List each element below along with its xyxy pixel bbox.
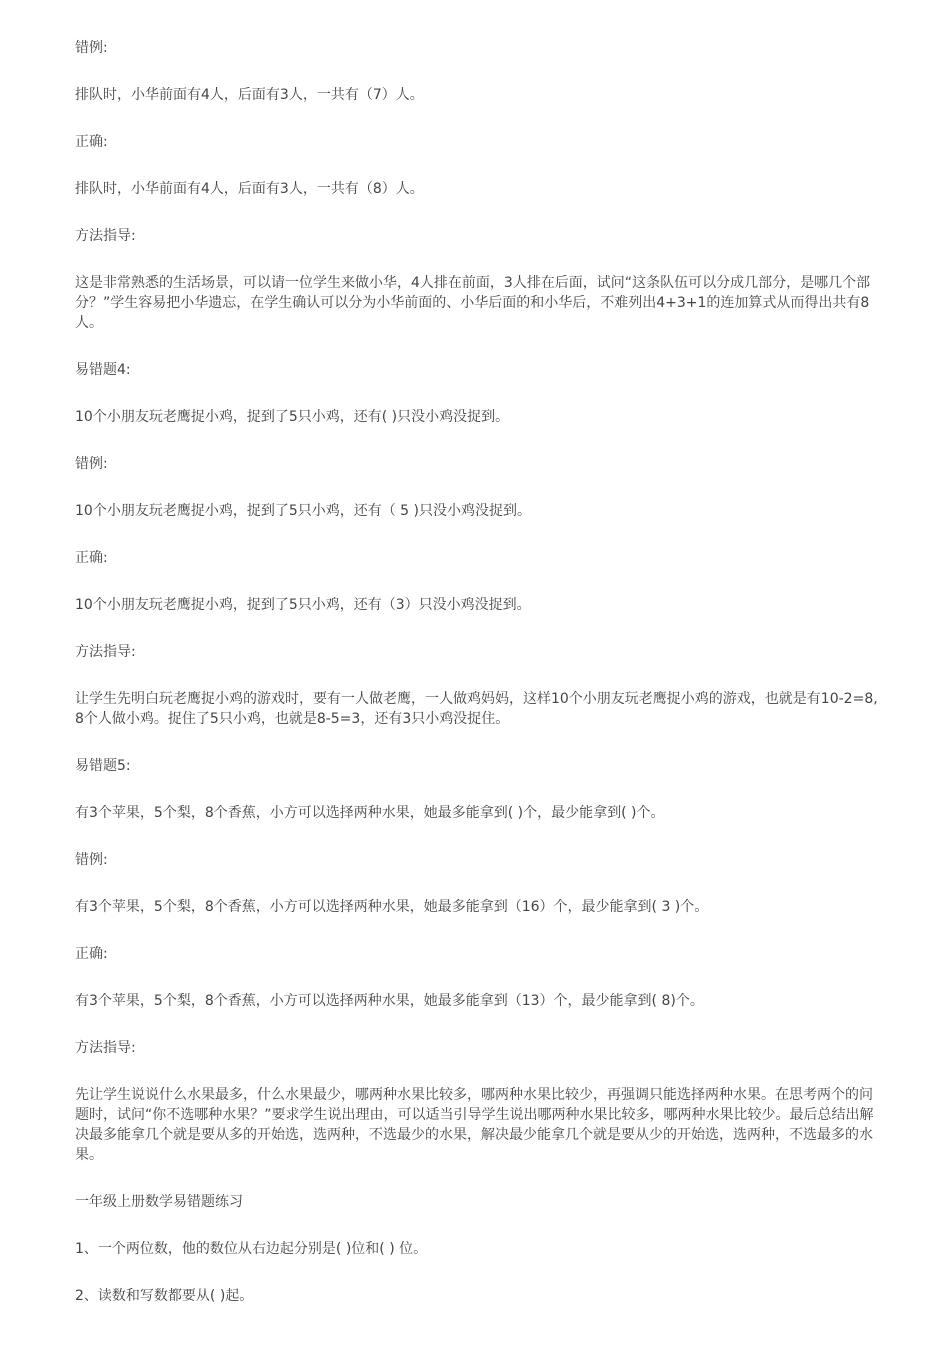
correct-example-queue: 排队时，小华前面有4人，后面有3人，一共有（8）人。: [75, 181, 424, 197]
wrong-example-queue: 排队时，小华前面有4人，后面有3人，一共有（7）人。: [75, 87, 424, 103]
label-method-guide: 方法指导:: [75, 644, 136, 660]
question-5: 有3个苹果，5个梨，8个香蕉，小方可以选择两种水果，她最多能拿到( )个，最少能拿到( )个。: [75, 805, 665, 821]
correct-example-4: 10个小朋友玩老鹰捉小鸡，捉到了5只小鸡，还有（3）只没小鸡没捉到。: [75, 597, 531, 613]
exercise-1: 1、一个两位数，他的数位从右边起分别是( )位和( ) 位。: [75, 1241, 428, 1257]
heading-error-question-5: 易错题5:: [75, 758, 131, 774]
wrong-example-5: 有3个苹果，5个梨，8个香蕉，小方可以选择两种水果，她最多能拿到（16）个，最少能拿到( 3 )个。: [75, 899, 709, 915]
correct-example-5: 有3个苹果，5个梨，8个香蕉，小方可以选择两种水果，她最多能拿到（13）个，最少能拿到( 8)个。: [75, 993, 704, 1009]
heading-error-question-4: 易错题4:: [75, 362, 131, 378]
wrong-example-4: 10个小朋友玩老鹰捉小鸡，捉到了5只小鸡，还有（ 5 )只没小鸡没捉到。: [75, 503, 531, 519]
method-guide-queue: 这是非常熟悉的生活场景，可以请一位学生来做小华，4人排在前面，3人排在后面，试问“这条队伍可以分成几部分，是哪几个部分？”学生容易把小华遗忘，在学生确认可以分为小华前面的、小华后面的和小华后，不难列出4+3+1的连加算式从而得出共有8人。: [75, 275, 871, 331]
label-correct: 正确:: [75, 550, 108, 566]
exercise-2: 2、读数和写数都要从( )起。: [75, 1288, 254, 1304]
label-method-guide: 方法指导:: [75, 228, 136, 244]
label-wrong-example: 错例:: [75, 40, 108, 56]
document-body: [75, 38, 880, 1333]
question-4: 10个小朋友玩老鹰捉小鸡，捉到了5只小鸡，还有( )只没小鸡没捉到。: [75, 409, 510, 425]
label-correct: 正确:: [75, 134, 108, 150]
section-title-exercises: 一年级上册数学易错题练习: [75, 1194, 243, 1210]
label-correct: 正确:: [75, 946, 108, 962]
label-method-guide: 方法指导:: [75, 1040, 136, 1056]
method-guide-4: 让学生先明白玩老鹰捉小鸡的游戏时，要有一人做老鹰，一人做鸡妈妈，这样10个小朋友玩老鹰捉小鸡的游戏，也就是有10-2=8,8个人做小鸡。捉住了5只小鸡，也就是8-5=3，还有3只小鸡没捉住。: [75, 691, 878, 727]
label-wrong-example: 错例:: [75, 852, 108, 868]
label-wrong-example: 错例:: [75, 456, 108, 472]
method-guide-5: 先让学生说说什么水果最多，什么水果最少，哪两种水果比较多，哪两种水果比较少，再强调只能选择两种水果。在思考两个的问题时，试问“你不选哪种水果？”要求学生说出理由，可以适当引导学生说出哪两种水果比较多，哪两种水果比较少。最后总结出解决最多能拿几个就是要从多的开始选，选两种，不选最少的水果，解决最少能拿几个就是要从少的开始选，选两种，不选最多的水果。: [75, 1087, 874, 1163]
